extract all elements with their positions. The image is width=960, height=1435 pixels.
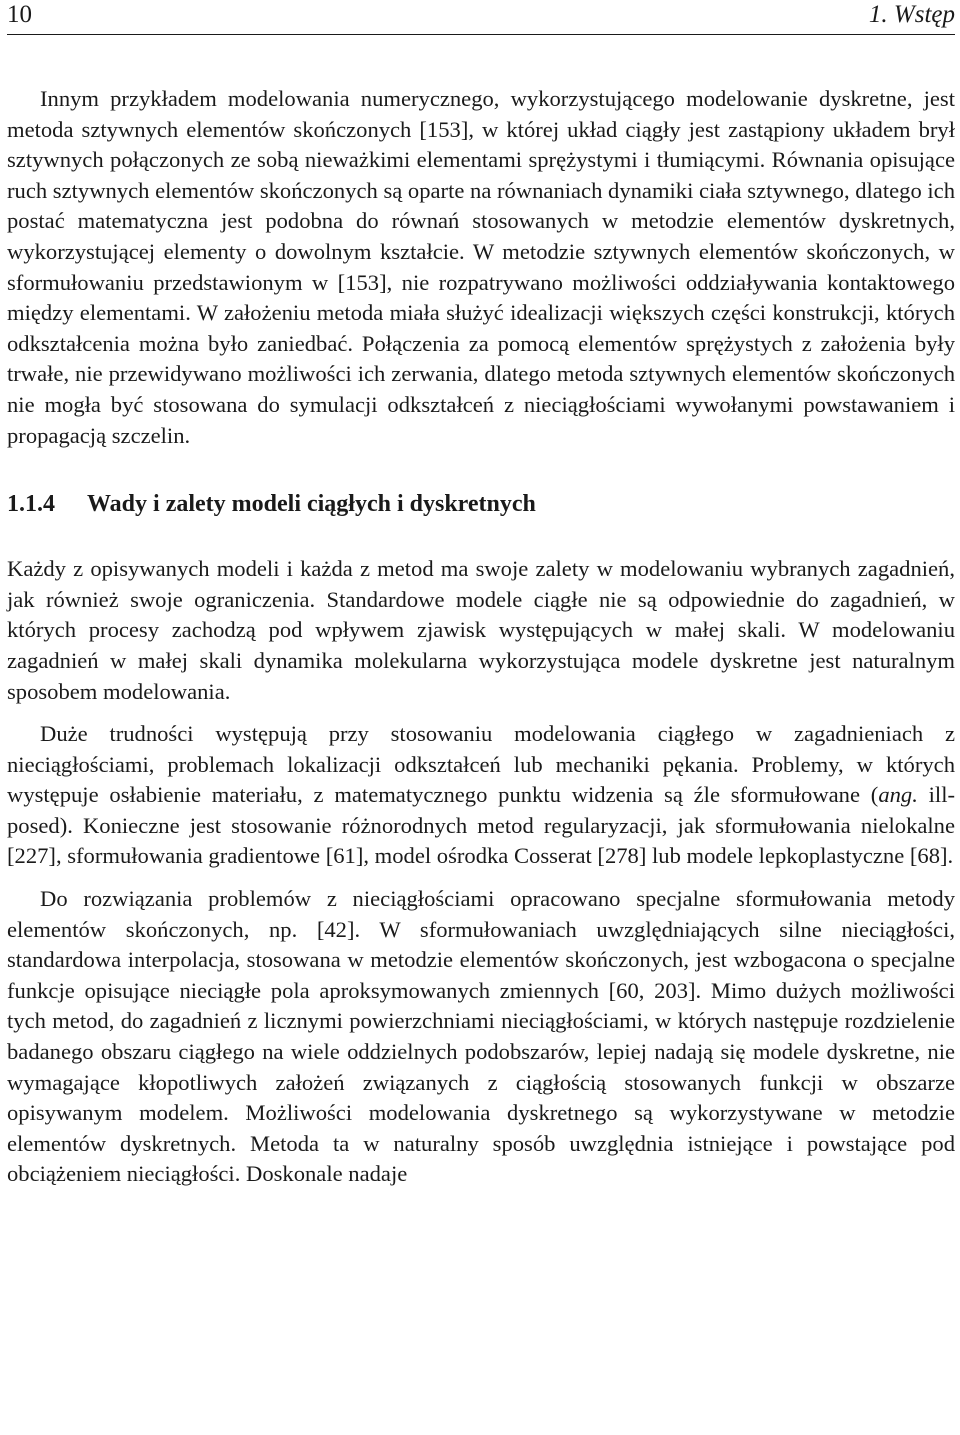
paragraph-advantages: Każdy z opisywanych modeli i każda z metod ma swoje zalety w modelowaniu wybranych zagadnień, jak również swoje ograniczenia. Standardowe modele ciągłe nie są odpowiednie do zagadnień, w których procesy zachodzą pod wpływem zjawisk występujących w małej skali. W modelowaniu zagadnień w małej skali dynamika molekularna wykorzystująca modele dyskretne jest naturalnym sposobem modelowania.: [7, 556, 955, 704]
section-title: Wady i zalety modeli ciągłych i dyskretnych: [87, 491, 536, 518]
paragraph-difficulties-text-1: Duże trudności występują przy stosowaniu modelowania ciągłego w zagadnieniach z nieciągłościami, problemach lokalizacji odkształceń lub mechaniki pękania. Problemy, w których występuje osłabienie materiału, z matematycznego punktu widzenia są źle sformułowane (: [7, 721, 955, 808]
paragraph-difficulties: [7, 719, 955, 872]
paragraph-difficulties-text-2: ill-posed). Konieczne jest stosowanie różnorodnych metod regularyzacji, jak sformułowania nielokalne [227], sformułowania gradientowe [61], model ośrodka Cosserat [278] lub modele lepkoplastyczne [68].: [7, 782, 955, 869]
paragraph-rigid-finite-elements: Innym przykładem modelowania numerycznego, wykorzystującego modelowanie dyskretne, jest metoda sztywnych elementów skończonych [153], w której układ ciągły jest zastąpiony układem brył sztywnych połączonych ze sobą nieważkimi elementami sprężystymi i tłumiącymi. Równania opisujące ruch sztywnych elementów skończonych są oparte na równaniach dynamiki ciała sztywnego, dlatego ich postać matematyczna jest podobna do równań stosowanych w metodzie elementów dyskretnych, wykorzystującej elementy o dowolnym kształcie. W metodzie sztywnych elementów skończonych, w sformułowaniu przedstawionym w [153], nie rozpatrywano możliwości oddziaływania kontaktowego między elementami. W założeniu metoda miała służyć idealizacji większych części konstrukcji, których odkształcenia można było zaniedbać. Połączenia za pomocą elementów sprężystych z założenia były trwałe, nie przewidywano możliwości ich zerwania, dlatego metoda sztywnych elementów skończonych nie mogła być stosowana do symulacji odkształceń z nieciągłościami wywołanymi powstawaniem i propagacją szczelin.: [7, 86, 955, 448]
page-number: 10: [7, 1, 32, 28]
paragraph-discontinuities: Do rozwiązania problemów z nieciągłościami opracowano specjalne sformułowania metody elementów skończonych, np. [42]. W sformułowaniach uwzględniających silne nieciągłości, standardowa interpolacja, stosowana w metodzie elementów skończonych, jest wzbogacona o specjalne funkcje opisujące nieciągłe pola aproksymowanych zmiennych [60, 203]. Mimo dużych możliwości tych metod, do zagadnień z licznymi powierzchniami nieciągłościami, w których następuje rozdzielenie badanego obszaru ciągłego na wiele oddzielnych podobszarów, lepiej nadają się modele dyskretne, nie wymagające kłopotliwych założeń związanych z ciągłością stosowanych funkcji w obszarze opisywanym modelem. Możliwości modelowania dyskretnego są wykorzystywane w metodzie elementów dyskretnych. Metoda ta w naturalny sposób uwzględnia istniejące i powstające pod obciążeniem nieciągłości. Doskonale nadaje: [7, 886, 955, 1187]
abbreviation-ang: ang.: [878, 782, 918, 808]
chapter-title: 1. Wstęp: [868, 1, 955, 28]
section-heading: [7, 489, 955, 519]
section-number: 1.1.4: [7, 491, 55, 518]
running-head: [7, 0, 955, 35]
document-page: [7, 0, 955, 1190]
body-text: [7, 35, 955, 1190]
